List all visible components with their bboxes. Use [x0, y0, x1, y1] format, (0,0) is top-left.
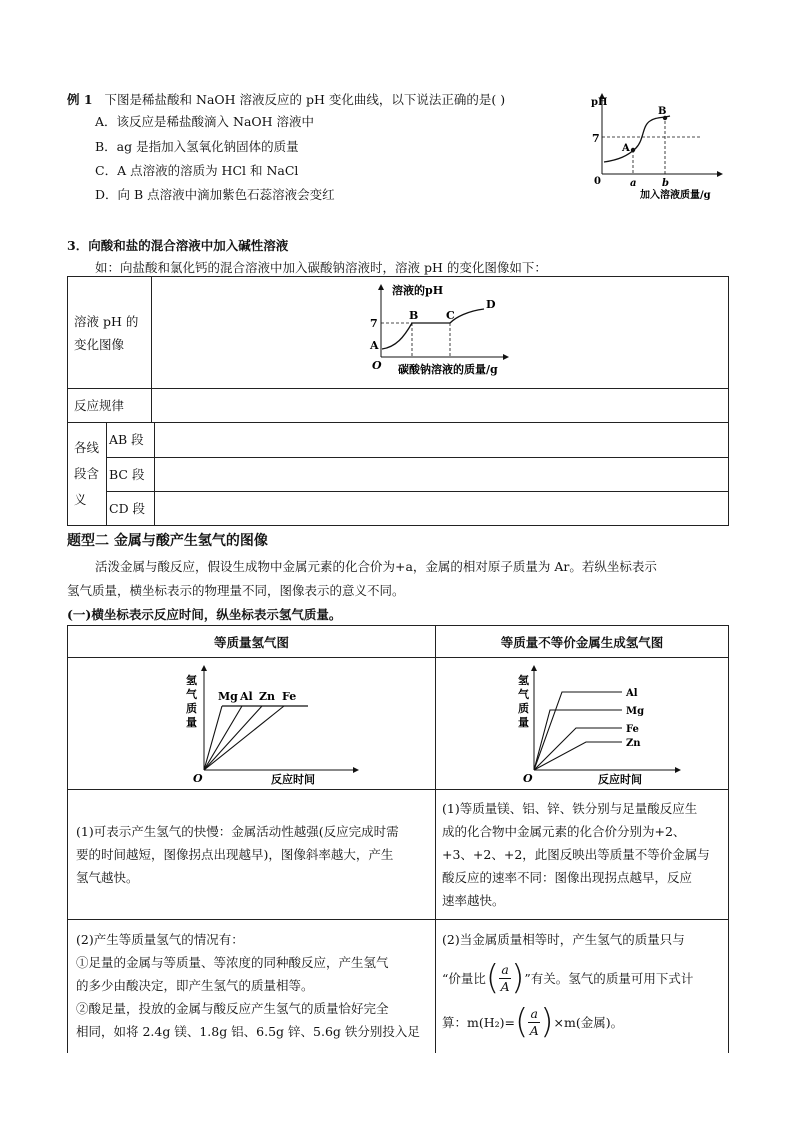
tick-a: a	[630, 178, 637, 189]
y-char-3: 质	[518, 702, 529, 715]
col1-header-cell	[68, 626, 436, 658]
example1-label: 例 1	[67, 92, 93, 107]
al-line	[204, 706, 242, 770]
right-p1-line4: 酸反应的速率不同：图像出现拐点越早，反应	[442, 870, 693, 885]
right-p1-line1: (1)等质量镁、铝、锌、铁分别与足量酸反应生	[442, 801, 698, 816]
formula-pre: 算：m(H₂)=	[442, 1014, 515, 1030]
left-p2-line1: (2)产生等质量氢气的情况有：	[76, 932, 244, 947]
type2-sub1: (一)横坐标表示反应时间，纵坐标表示氢气质量。	[67, 607, 342, 622]
tick-seven: 7	[592, 132, 600, 145]
origin-label: O	[193, 772, 203, 785]
metal-mg: Mg	[626, 706, 645, 717]
type2-title: 题型二 金属与酸产生氢气的图像	[67, 533, 268, 549]
seg-cd-content[interactable]	[155, 491, 729, 525]
left-p1-line3: 氢气越快。	[76, 870, 139, 885]
price-ratio-post: ”有关。氢气的质量可用下式计	[524, 970, 694, 986]
seg-ab-label: AB 段	[109, 432, 144, 448]
point-a-dot	[631, 148, 635, 152]
example1-option-c: C．A 点溶液的溶质为 HCl 和 NaCl	[95, 163, 299, 178]
seg-bc-label-cell	[107, 457, 155, 491]
right-p1-line5: 速率越快。	[442, 893, 505, 908]
col2-header-cell	[436, 626, 729, 658]
left-p1-line1: (1)可表示产生氢气的快慢：金属活动性越强(反应完成时需	[76, 824, 399, 839]
row-rule-label	[68, 389, 152, 423]
right-p2-cell	[436, 920, 729, 1053]
metal-al: Al	[626, 688, 638, 699]
seg-ab-label-cell	[107, 423, 155, 457]
metal-fe: Fe	[282, 690, 297, 703]
x-axis-label: 反应时间	[598, 773, 642, 786]
al-line	[534, 692, 622, 770]
price-ratio-pre: “价量比	[442, 970, 486, 986]
fraction-a-over-a-1: ( a A )	[485, 958, 525, 998]
y-char-4: 量	[518, 716, 529, 729]
label-a: A	[370, 339, 379, 352]
ph-segment-curve	[382, 309, 484, 349]
right-p1-line3: +3、+2、+2，此图反映出等质量不等价金属与	[442, 847, 710, 862]
left-p2-line3: 的多少由酸决定，即产生氢气的质量相等。	[76, 978, 314, 993]
frac-den-2: A	[529, 1022, 539, 1038]
label-b: B	[409, 309, 419, 322]
y-char-1: 氢	[186, 674, 197, 687]
ph-segment-graph	[152, 277, 728, 385]
origin-label: 0	[594, 176, 601, 187]
formula-post: ×m(金属)。	[553, 1014, 624, 1030]
mg-line	[534, 710, 622, 770]
ph-label-line2: 变化图像	[74, 336, 125, 352]
unequal-valence-graph	[436, 658, 728, 786]
origin-label: O	[372, 359, 382, 372]
section3-intro: 如：向盐酸和氯化钙的混合溶液中加入碳酸钠溶液时，溶液 pH 的变化图像如下：	[95, 260, 547, 275]
hydrogen-table	[67, 625, 729, 1053]
y-axis-label: pH	[591, 97, 608, 108]
right-p1-line2: 成的化合物中金属元素的化合价分别为+2、	[442, 824, 686, 839]
example1-option-b: B．ag 是指加入氢氧化钠固体的质量	[95, 139, 299, 154]
fraction-a-over-a-2: ( a A )	[515, 1002, 554, 1042]
frac-den-1: A	[500, 978, 510, 994]
row-ph-label	[68, 277, 152, 389]
right-p2-line3	[442, 1002, 724, 1042]
ph-curve-graph	[590, 88, 730, 203]
origin-label: O	[523, 772, 533, 785]
fe-line	[204, 706, 284, 770]
section3-table	[67, 276, 729, 526]
example1-question	[67, 90, 505, 108]
segment-label-1: 各线	[74, 440, 100, 455]
frac-num-1: a	[501, 961, 509, 977]
label-d: D	[486, 298, 496, 311]
left-p1-cell	[68, 790, 436, 920]
y-char-2: 气	[186, 688, 197, 701]
metal-fe: Fe	[626, 724, 639, 735]
y-char-1: 氢	[518, 674, 529, 687]
tick-b: b	[662, 178, 669, 189]
left-p2-line5: 相同，如将 2.4g 镁、1.8g 铝、6.5g 锌、5.6g 铁分别投入足	[76, 1024, 420, 1039]
left-p2-line4: ②酸足量，投放的金属与酸反应产生氢气的质量恰好完全	[76, 1001, 389, 1016]
label-c: C	[446, 309, 455, 322]
col1-header: 等质量氢气图	[213, 634, 289, 650]
rule-label: 反应规律	[74, 398, 125, 413]
x-axis-label: 加入溶液质量/g	[640, 190, 711, 201]
point-a-label: A	[622, 143, 630, 154]
frac-num-2: a	[530, 1005, 538, 1021]
y-axis-label: 溶液的pH	[392, 284, 444, 297]
left-p1-line2: 要的时间越短，图像拐点出现越早)，图像斜率越大，产生	[76, 847, 394, 862]
example1-option-d: D．向 B 点溶液中滴加紫色石蕊溶液会变红	[95, 187, 335, 202]
right-p2-line2	[442, 958, 724, 998]
right-p1-cell	[436, 790, 729, 920]
left-p2-cell	[68, 920, 436, 1053]
section3-title: 3．向酸和盐的混合溶液中加入碱性溶液	[67, 238, 289, 253]
point-b-label: B	[658, 106, 667, 117]
segment-label-3: 义	[74, 492, 87, 507]
metal-zn: Zn	[259, 690, 276, 703]
type2-intro-line1: 活泼金属与酸反应，假设生成物中金属元素的化合价为+a，金属的相对原子质量为 Ar。若纵坐标表示	[95, 559, 657, 574]
ph-curve	[604, 116, 670, 162]
x-axis-label: 碳酸钠溶液的质量/g	[398, 363, 498, 376]
x-axis-label: 反应时间	[271, 773, 315, 786]
left-p2-line2: ①足量的金属与等质量、等浓度的同种酸反应，产生氢气	[76, 955, 389, 970]
tick-seven: 7	[370, 317, 378, 330]
type2-intro-line2: 氢气质量，横坐标表示的物理量不同，图像表示的意义不同。	[67, 583, 405, 598]
row-ph-graph	[152, 277, 729, 389]
seg-ab-content[interactable]	[155, 423, 729, 457]
segment-label-cell	[68, 423, 107, 525]
metal-zn: Zn	[626, 738, 641, 749]
graph1-cell	[68, 658, 436, 790]
graph2-cell	[436, 658, 729, 790]
y-char-2: 气	[518, 688, 529, 701]
right-p2-line1: (2)当金属质量相等时，产生氢气的质量只与	[442, 932, 685, 947]
segment-label-2: 段含	[74, 466, 100, 481]
seg-bc-content[interactable]	[155, 457, 729, 491]
equal-hydrogen-graph	[68, 658, 434, 786]
metal-mg: Mg	[218, 690, 238, 703]
seg-cd-label: CD 段	[109, 500, 146, 516]
row-rule-content[interactable]	[152, 389, 729, 423]
example1-option-a: A．该反应是稀盐酸滴入 NaOH 溶液中	[95, 114, 315, 129]
row-segment-meaning	[68, 423, 729, 526]
y-char-4: 量	[186, 716, 197, 729]
metal-al: Al	[240, 690, 253, 703]
zn-line	[534, 742, 622, 770]
ph-label-line1: 溶液 pH 的	[74, 313, 139, 329]
col2-header: 等质量不等价金属生成氢气图	[500, 634, 664, 650]
seg-bc-label: BC 段	[109, 466, 145, 482]
seg-cd-label-cell	[107, 491, 155, 525]
example1-question-text: 下图是稀盐酸和 NaOH 溶液反应的 pH 变化曲线，以下说法正确的是( )	[104, 92, 506, 107]
y-char-3: 质	[186, 702, 197, 715]
